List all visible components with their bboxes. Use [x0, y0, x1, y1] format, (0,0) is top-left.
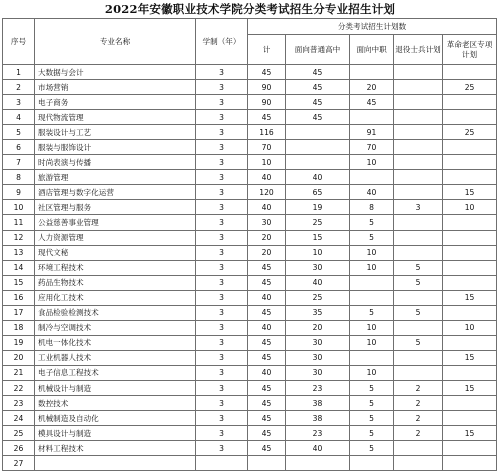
cell-major: 药品生物技术 — [35, 275, 196, 290]
cell-revolutionary-area — [443, 140, 497, 155]
cell-years — [196, 456, 248, 471]
table-row — [3, 65, 497, 80]
cell-vocational: 5 — [350, 215, 394, 230]
cell-general-high-school: 25 — [286, 215, 350, 230]
table-row — [3, 95, 497, 110]
cell-major: 材料工程技术 — [35, 441, 196, 456]
cell-veteran — [394, 456, 443, 471]
cell-seq: 3 — [3, 95, 35, 110]
cell-seq: 23 — [3, 396, 35, 411]
cell-general-high-school: 38 — [286, 396, 350, 411]
cell-major: 机电一体化技术 — [35, 335, 196, 350]
table-row — [3, 411, 497, 426]
cell-veteran: 2 — [394, 380, 443, 395]
cell-total: 20 — [248, 230, 286, 245]
table-row — [3, 290, 497, 305]
cell-revolutionary-area — [443, 441, 497, 456]
cell-general-high-school: 35 — [286, 305, 350, 320]
cell-general-high-school: 45 — [286, 95, 350, 110]
header-veteran: 退役士兵计划 — [394, 35, 443, 65]
table-row — [3, 260, 497, 275]
cell-vocational: 5 — [350, 441, 394, 456]
header-general-high-school: 面向普通高中 — [286, 35, 350, 65]
cell-years: 3 — [196, 365, 248, 380]
cell-total: 45 — [248, 350, 286, 365]
cell-vocational — [350, 65, 394, 80]
cell-veteran — [394, 441, 443, 456]
cell-total: 45 — [248, 335, 286, 350]
cell-total: 30 — [248, 215, 286, 230]
table-row — [3, 396, 497, 411]
cell-veteran: 2 — [394, 426, 443, 441]
cell-years: 3 — [196, 426, 248, 441]
cell-seq: 26 — [3, 441, 35, 456]
cell-years: 3 — [196, 95, 248, 110]
cell-seq: 2 — [3, 80, 35, 95]
cell-total: 45 — [248, 426, 286, 441]
cell-vocational: 10 — [350, 365, 394, 380]
cell-years: 3 — [196, 396, 248, 411]
cell-veteran — [394, 215, 443, 230]
cell-vocational: 5 — [350, 305, 394, 320]
table-row — [3, 426, 497, 441]
cell-seq: 14 — [3, 260, 35, 275]
cell-major: 服装设计与工艺 — [35, 125, 196, 140]
cell-revolutionary-area — [443, 275, 497, 290]
cell-revolutionary-area — [443, 170, 497, 185]
cell-total: 40 — [248, 290, 286, 305]
cell-years: 3 — [196, 185, 248, 200]
cell-seq: 5 — [3, 125, 35, 140]
cell-seq: 11 — [3, 215, 35, 230]
header-major: 专业名称 — [35, 19, 196, 65]
cell-seq: 6 — [3, 140, 35, 155]
cell-veteran: 2 — [394, 411, 443, 426]
cell-years: 3 — [196, 80, 248, 95]
cell-vocational — [350, 170, 394, 185]
table-row — [3, 200, 497, 215]
table-row — [3, 275, 497, 290]
cell-major: 数控技术 — [35, 396, 196, 411]
cell-general-high-school — [286, 125, 350, 140]
cell-major: 人力资源管理 — [35, 230, 196, 245]
cell-major: 时尚表演与传播 — [35, 155, 196, 170]
cell-seq: 27 — [3, 456, 35, 471]
cell-revolutionary-area: 15 — [443, 426, 497, 441]
cell-seq: 20 — [3, 350, 35, 365]
cell-total: 70 — [248, 140, 286, 155]
cell-major: 应用化工技术 — [35, 290, 196, 305]
cell-general-high-school — [286, 140, 350, 155]
cell-general-high-school: 25 — [286, 290, 350, 305]
cell-veteran — [394, 320, 443, 335]
table-row — [3, 125, 497, 140]
cell-vocational: 5 — [350, 411, 394, 426]
cell-total: 45 — [248, 260, 286, 275]
cell-total: 45 — [248, 380, 286, 395]
header-plan-group: 分类考试招生计划数 — [248, 19, 497, 35]
cell-total: 40 — [248, 170, 286, 185]
cell-general-high-school: 15 — [286, 230, 350, 245]
cell-major: 市场营销 — [35, 80, 196, 95]
cell-revolutionary-area — [443, 305, 497, 320]
cell-seq: 25 — [3, 426, 35, 441]
cell-revolutionary-area — [443, 230, 497, 245]
cell-vocational — [350, 456, 394, 471]
cell-total: 45 — [248, 441, 286, 456]
cell-years: 3 — [196, 275, 248, 290]
cell-general-high-school: 45 — [286, 65, 350, 80]
cell-major: 电子信息工程技术 — [35, 365, 196, 380]
cell-major: 机械制造及自动化 — [35, 411, 196, 426]
cell-total: 45 — [248, 275, 286, 290]
cell-general-high-school: 30 — [286, 335, 350, 350]
cell-major — [35, 456, 196, 471]
cell-major: 服装与服饰设计 — [35, 140, 196, 155]
header-seq: 序号 — [3, 19, 35, 65]
cell-general-high-school — [286, 155, 350, 170]
cell-major: 公益慈善事业管理 — [35, 215, 196, 230]
table-row — [3, 215, 497, 230]
cell-major: 食品检验检测技术 — [35, 305, 196, 320]
cell-years: 3 — [196, 140, 248, 155]
cell-total: 20 — [248, 245, 286, 260]
cell-revolutionary-area — [443, 65, 497, 80]
cell-years: 3 — [196, 230, 248, 245]
cell-veteran — [394, 65, 443, 80]
cell-major: 电子商务 — [35, 95, 196, 110]
cell-major: 模具设计与制造 — [35, 426, 196, 441]
cell-revolutionary-area: 15 — [443, 350, 497, 365]
cell-seq: 13 — [3, 245, 35, 260]
cell-revolutionary-area — [443, 260, 497, 275]
page-title: 2022年安徽职业技术学院分类考试招生分专业招生计划 — [104, 2, 396, 16]
cell-general-high-school: 23 — [286, 426, 350, 441]
cell-general-high-school: 20 — [286, 320, 350, 335]
cell-general-high-school: 40 — [286, 441, 350, 456]
cell-veteran: 5 — [394, 335, 443, 350]
cell-revolutionary-area — [443, 365, 497, 380]
cell-major: 社区管理与服务 — [35, 200, 196, 215]
cell-years: 3 — [196, 260, 248, 275]
cell-vocational: 20 — [350, 80, 394, 95]
cell-total: 45 — [248, 396, 286, 411]
cell-vocational: 10 — [350, 245, 394, 260]
cell-veteran — [394, 125, 443, 140]
cell-years: 3 — [196, 170, 248, 185]
cell-seq: 4 — [3, 110, 35, 125]
cell-veteran: 5 — [394, 275, 443, 290]
cell-revolutionary-area: 25 — [443, 125, 497, 140]
cell-total: 90 — [248, 80, 286, 95]
cell-vocational: 5 — [350, 380, 394, 395]
cell-revolutionary-area: 15 — [443, 380, 497, 395]
cell-general-high-school — [286, 456, 350, 471]
table-row — [3, 155, 497, 170]
cell-vocational: 70 — [350, 140, 394, 155]
table-row — [3, 365, 497, 380]
cell-years: 3 — [196, 441, 248, 456]
cell-total: 120 — [248, 185, 286, 200]
cell-seq: 1 — [3, 65, 35, 80]
cell-seq: 22 — [3, 380, 35, 395]
cell-major: 酒店管理与数字化运营 — [35, 185, 196, 200]
cell-revolutionary-area: 10 — [443, 320, 497, 335]
cell-seq: 18 — [3, 320, 35, 335]
table-row — [3, 320, 497, 335]
cell-vocational — [350, 275, 394, 290]
table-row — [3, 350, 497, 365]
cell-total — [248, 456, 286, 471]
cell-seq: 15 — [3, 275, 35, 290]
table-row — [3, 380, 497, 395]
cell-general-high-school: 40 — [286, 275, 350, 290]
cell-general-high-school: 30 — [286, 365, 350, 380]
cell-total: 45 — [248, 110, 286, 125]
cell-total: 40 — [248, 200, 286, 215]
cell-general-high-school: 19 — [286, 200, 350, 215]
cell-general-high-school: 30 — [286, 260, 350, 275]
cell-seq: 10 — [3, 200, 35, 215]
cell-major: 工业机器人技术 — [35, 350, 196, 365]
table-row — [3, 140, 497, 155]
cell-veteran: 2 — [394, 396, 443, 411]
cell-vocational: 8 — [350, 200, 394, 215]
cell-vocational — [350, 290, 394, 305]
cell-revolutionary-area — [443, 245, 497, 260]
cell-vocational: 5 — [350, 426, 394, 441]
header-vocational: 面向中职 — [350, 35, 394, 65]
cell-veteran — [394, 155, 443, 170]
cell-veteran — [394, 290, 443, 305]
cell-revolutionary-area — [443, 411, 497, 426]
table-row — [3, 230, 497, 245]
cell-general-high-school: 40 — [286, 170, 350, 185]
cell-seq: 21 — [3, 365, 35, 380]
cell-revolutionary-area — [443, 95, 497, 110]
header-total: 计 — [248, 35, 286, 65]
cell-major: 机械设计与制造 — [35, 380, 196, 395]
cell-vocational: 10 — [350, 320, 394, 335]
cell-veteran — [394, 170, 443, 185]
cell-vocational — [350, 110, 394, 125]
cell-revolutionary-area: 15 — [443, 185, 497, 200]
cell-veteran — [394, 365, 443, 380]
cell-seq: 16 — [3, 290, 35, 305]
cell-total: 40 — [248, 365, 286, 380]
cell-total: 90 — [248, 95, 286, 110]
table-row — [3, 80, 497, 95]
cell-vocational: 5 — [350, 230, 394, 245]
cell-veteran — [394, 245, 443, 260]
header-years: 学制（年） — [196, 19, 248, 65]
cell-revolutionary-area: 10 — [443, 200, 497, 215]
cell-seq: 24 — [3, 411, 35, 426]
table-row — [3, 305, 497, 320]
cell-seq: 19 — [3, 335, 35, 350]
enrollment-plan-table — [2, 18, 497, 471]
cell-revolutionary-area — [443, 396, 497, 411]
cell-vocational: 10 — [350, 335, 394, 350]
table-row — [3, 110, 497, 125]
cell-years: 3 — [196, 290, 248, 305]
cell-seq: 8 — [3, 170, 35, 185]
cell-veteran: 3 — [394, 200, 443, 215]
cell-years: 3 — [196, 411, 248, 426]
cell-vocational: 91 — [350, 125, 394, 140]
cell-years: 3 — [196, 320, 248, 335]
cell-vocational: 45 — [350, 95, 394, 110]
cell-vocational: 5 — [350, 396, 394, 411]
cell-major: 环境工程技术 — [35, 260, 196, 275]
cell-revolutionary-area — [443, 155, 497, 170]
cell-general-high-school: 45 — [286, 80, 350, 95]
cell-revolutionary-area — [443, 335, 497, 350]
cell-general-high-school: 65 — [286, 185, 350, 200]
cell-general-high-school: 23 — [286, 380, 350, 395]
table-row — [3, 456, 497, 471]
cell-years: 3 — [196, 155, 248, 170]
cell-total: 45 — [248, 65, 286, 80]
table-row — [3, 335, 497, 350]
cell-years: 3 — [196, 245, 248, 260]
cell-general-high-school: 38 — [286, 411, 350, 426]
cell-seq: 9 — [3, 185, 35, 200]
cell-years: 3 — [196, 215, 248, 230]
table-row — [3, 170, 497, 185]
cell-vocational — [350, 350, 394, 365]
cell-years: 3 — [196, 380, 248, 395]
cell-years: 3 — [196, 305, 248, 320]
cell-total: 10 — [248, 155, 286, 170]
cell-major: 旅游管理 — [35, 170, 196, 185]
cell-veteran — [394, 95, 443, 110]
cell-total: 45 — [248, 411, 286, 426]
cell-years: 3 — [196, 200, 248, 215]
table-row — [3, 185, 497, 200]
table-row — [3, 245, 497, 260]
cell-vocational: 10 — [350, 155, 394, 170]
cell-years: 3 — [196, 125, 248, 140]
cell-total: 116 — [248, 125, 286, 140]
cell-total: 40 — [248, 320, 286, 335]
cell-revolutionary-area — [443, 215, 497, 230]
cell-general-high-school: 45 — [286, 110, 350, 125]
cell-general-high-school: 10 — [286, 245, 350, 260]
cell-veteran — [394, 80, 443, 95]
cell-veteran — [394, 230, 443, 245]
cell-seq: 17 — [3, 305, 35, 320]
cell-total: 45 — [248, 305, 286, 320]
cell-revolutionary-area: 15 — [443, 290, 497, 305]
cell-major: 大数据与会计 — [35, 65, 196, 80]
cell-veteran: 5 — [394, 305, 443, 320]
cell-major: 制冷与空调技术 — [35, 320, 196, 335]
cell-years: 3 — [196, 65, 248, 80]
table-row — [3, 441, 497, 456]
cell-general-high-school: 30 — [286, 350, 350, 365]
cell-revolutionary-area — [443, 456, 497, 471]
cell-seq: 12 — [3, 230, 35, 245]
cell-revolutionary-area: 25 — [443, 80, 497, 95]
cell-veteran — [394, 350, 443, 365]
cell-veteran: 5 — [394, 260, 443, 275]
cell-years: 3 — [196, 335, 248, 350]
cell-years: 3 — [196, 110, 248, 125]
header-revolutionary-area: 革命老区专项计划 — [443, 35, 497, 65]
cell-major: 现代文秘 — [35, 245, 196, 260]
cell-major: 现代物流管理 — [35, 110, 196, 125]
cell-vocational: 10 — [350, 260, 394, 275]
cell-veteran — [394, 185, 443, 200]
cell-revolutionary-area — [443, 110, 497, 125]
cell-veteran — [394, 140, 443, 155]
cell-veteran — [394, 110, 443, 125]
cell-years: 3 — [196, 350, 248, 365]
cell-vocational: 40 — [350, 185, 394, 200]
cell-seq: 7 — [3, 155, 35, 170]
